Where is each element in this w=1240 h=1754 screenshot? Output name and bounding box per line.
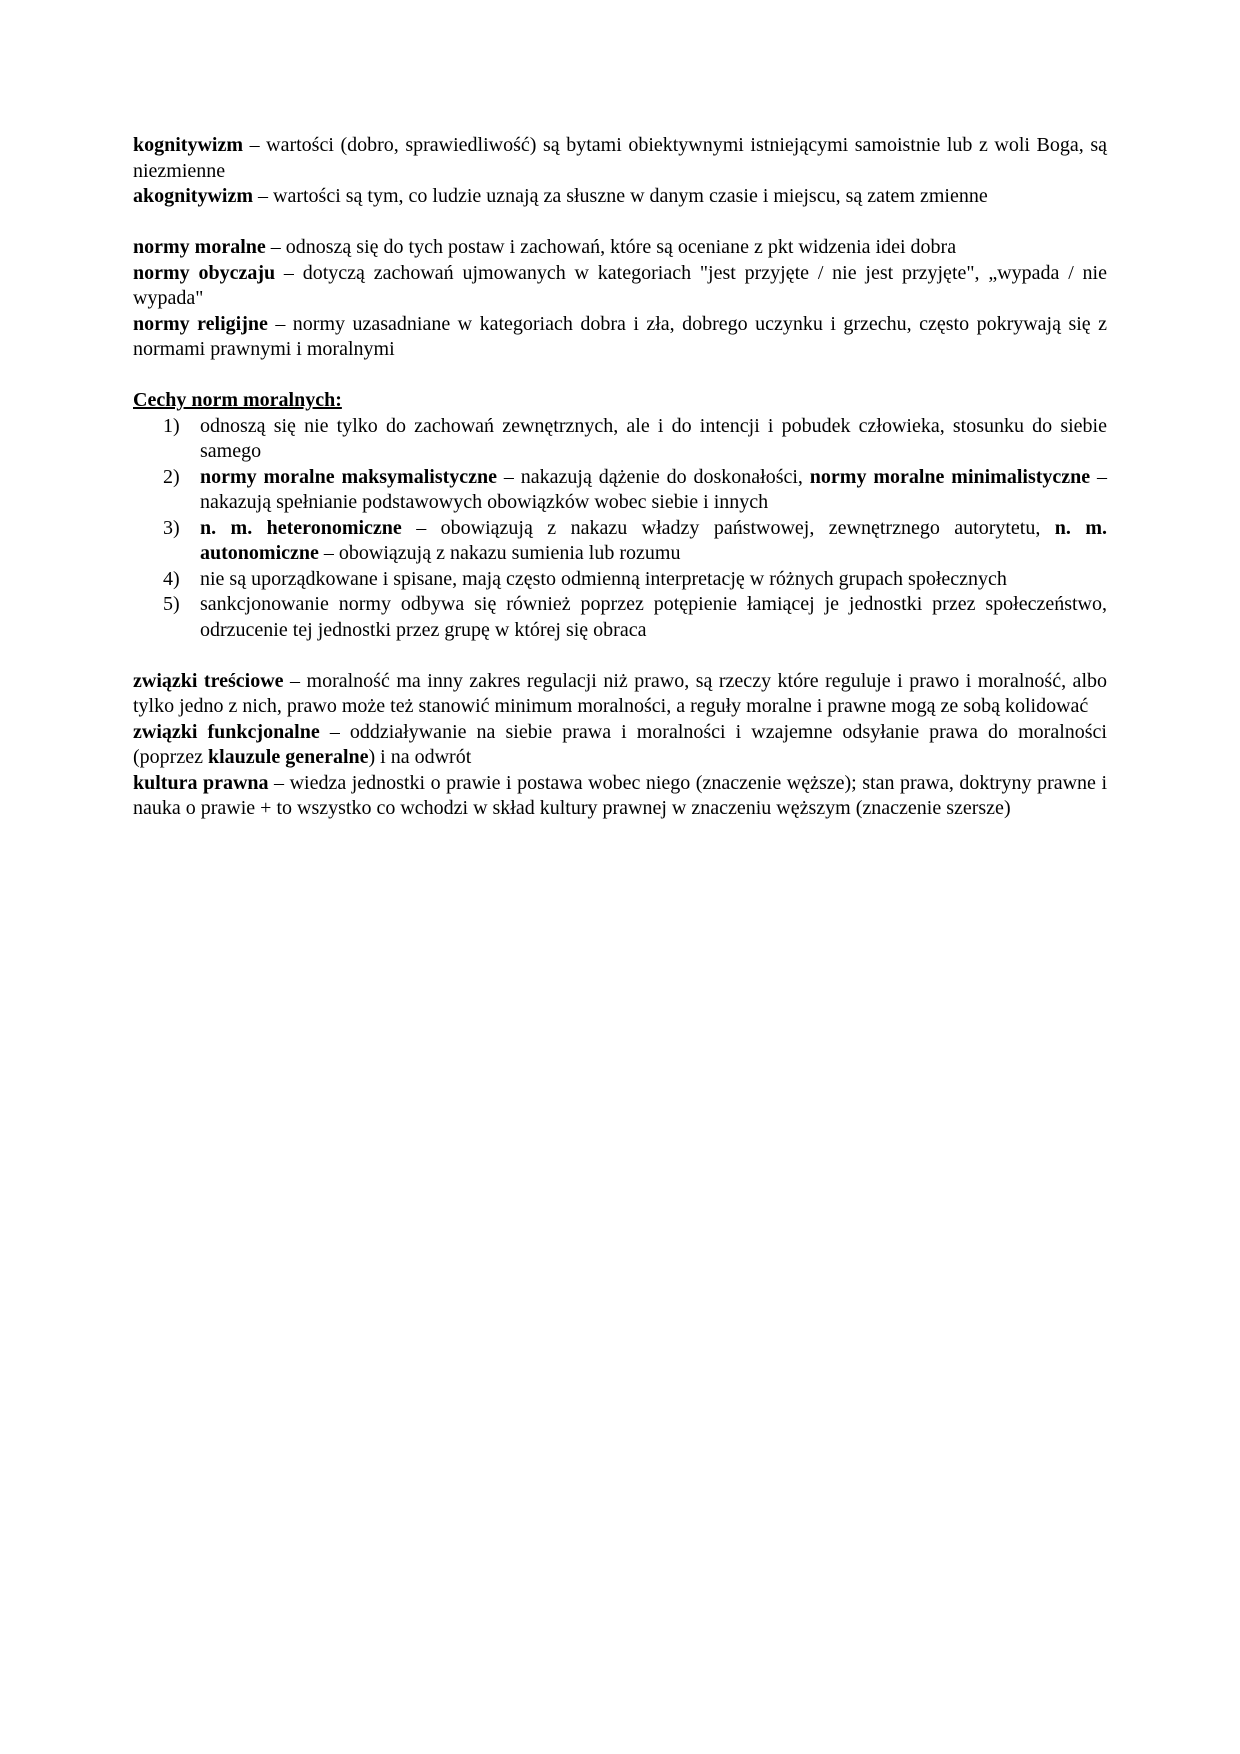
list-item	[133, 465, 1107, 516]
paragraph	[133, 133, 1107, 184]
ordered-list	[133, 414, 1107, 644]
text-run: – wartości są tym, co ludzie uznają za słuszne w danym czasie i miejscu, są zatem zmienne	[253, 185, 988, 207]
paragraph	[133, 312, 1107, 363]
section-heading	[133, 388, 1107, 414]
text-run: – nakazują dążenie do doskonałości,	[497, 465, 810, 488]
text-run: nie są uporządkowane i spisane, mają często odmienną interpretację w różnych grupach społecznych	[200, 567, 1007, 590]
text-run: ) i na odwrót	[368, 746, 472, 768]
paragraph	[133, 669, 1107, 720]
paragraph	[133, 235, 1107, 261]
text-run: normy moralne maksymalistyczne	[200, 465, 498, 488]
text-run: kultura prawna	[133, 771, 269, 794]
list-item-text	[200, 414, 1107, 465]
paragraph-spacer	[133, 363, 1107, 389]
paragraph	[133, 720, 1107, 771]
paragraph	[133, 184, 1107, 210]
list-item	[133, 592, 1107, 643]
text-run: – obowiązują z nakazu władzy państwowej, zewnętrznego autorytetu,	[401, 516, 1055, 539]
list-item-marker: 5)	[163, 593, 180, 615]
text-run: – normy uzasadniane w kategoriach dobra i zła, dobrego uczynku i grzechu, często pokrywają się z normami prawnymi i moralnymi	[133, 312, 1108, 360]
text-run: związki treściowe	[133, 669, 284, 692]
text-run: związki funkcjonalne	[133, 720, 320, 743]
text-run: klauzule generalne	[207, 746, 369, 768]
text-run: normy religijne	[133, 312, 268, 335]
text-run: – dotyczą zachowań ujmowanych w kategoriach "jest przyjęte / nie jest przyjęte", „wypada / nie wypada"	[133, 261, 1107, 309]
paragraph	[133, 261, 1107, 312]
list-item-marker: 2)	[163, 465, 180, 488]
list-item	[133, 414, 1107, 465]
text-run: kognitywizm	[133, 134, 243, 156]
list-item	[133, 516, 1107, 567]
text-run: – moralność ma inny zakres regulacji niż prawo, są rzeczy które reguluje i prawo i moralność, albo tylko jedno z nich, prawo może też stanowić minimum moralności, a reguły moralne i prawne mogą ze sobą kolidować	[133, 669, 1107, 717]
text-run: sankcjonowanie normy odbywa się również poprzez potępienie łamiącej je jednostki przez społeczeństwo, odrzucenie tej jednostki przez grupę w której się obraca	[200, 593, 1107, 641]
text-run: – wiedza jednostki o prawie i postawa wobec niego (znaczenie węższe); stan prawa, doktryny prawne i nauka o prawie + to wszystko co wchodzi w skład kultury prawnej w znaczeniu węższym (znaczenie szersze)	[133, 771, 1108, 819]
text-run: normy moralne minimalistyczne	[809, 465, 1091, 488]
text-run: n. m. autonomiczne	[200, 516, 1107, 564]
list-item-text	[200, 516, 1107, 567]
paragraph-spacer	[133, 210, 1107, 236]
text-run: – obowiązują z nakazu sumienia lub rozumu	[318, 542, 681, 564]
list-item-marker: 3)	[163, 516, 180, 539]
text-run: – wartości (dobro, sprawiedliwość) są bytami obiektywnymi istniejącymi samoistnie lub z woli Boga, są niezmienne	[133, 134, 1107, 182]
text-run: – odnoszą się do tych postaw i zachowań, które są oceniane z pkt widzenia idei dobra	[265, 236, 957, 258]
list-item-text	[200, 567, 1107, 593]
list-item-marker: 1)	[163, 414, 180, 437]
text-run: normy obyczaju	[133, 261, 276, 284]
text-run: Cechy norm moralnych:	[133, 389, 342, 411]
text-run: odnoszą się nie tylko do zachowań zewnętrznych, ale i do intencji i pobudek człowieka, stosunku do siebie samego	[200, 414, 1107, 462]
text-run: normy moralne	[133, 236, 266, 258]
paragraph	[133, 771, 1107, 822]
text-run: – nakazują spełnianie podstawowych obowiązków wobec siebie i innych	[200, 465, 1108, 513]
document-content	[133, 133, 1107, 822]
text-run: n. m. heteronomiczne	[200, 516, 402, 539]
paragraph-spacer	[133, 643, 1107, 669]
list-item	[133, 567, 1107, 593]
list-item-text	[200, 592, 1107, 643]
text-run: akognitywizm	[133, 185, 253, 207]
list-item-marker: 4)	[163, 567, 180, 590]
text-run: – oddziaływanie na siebie prawa i moralności i wzajemne odsyłanie prawa do moralności (poprzez	[133, 720, 1107, 768]
list-item-text	[200, 465, 1107, 516]
